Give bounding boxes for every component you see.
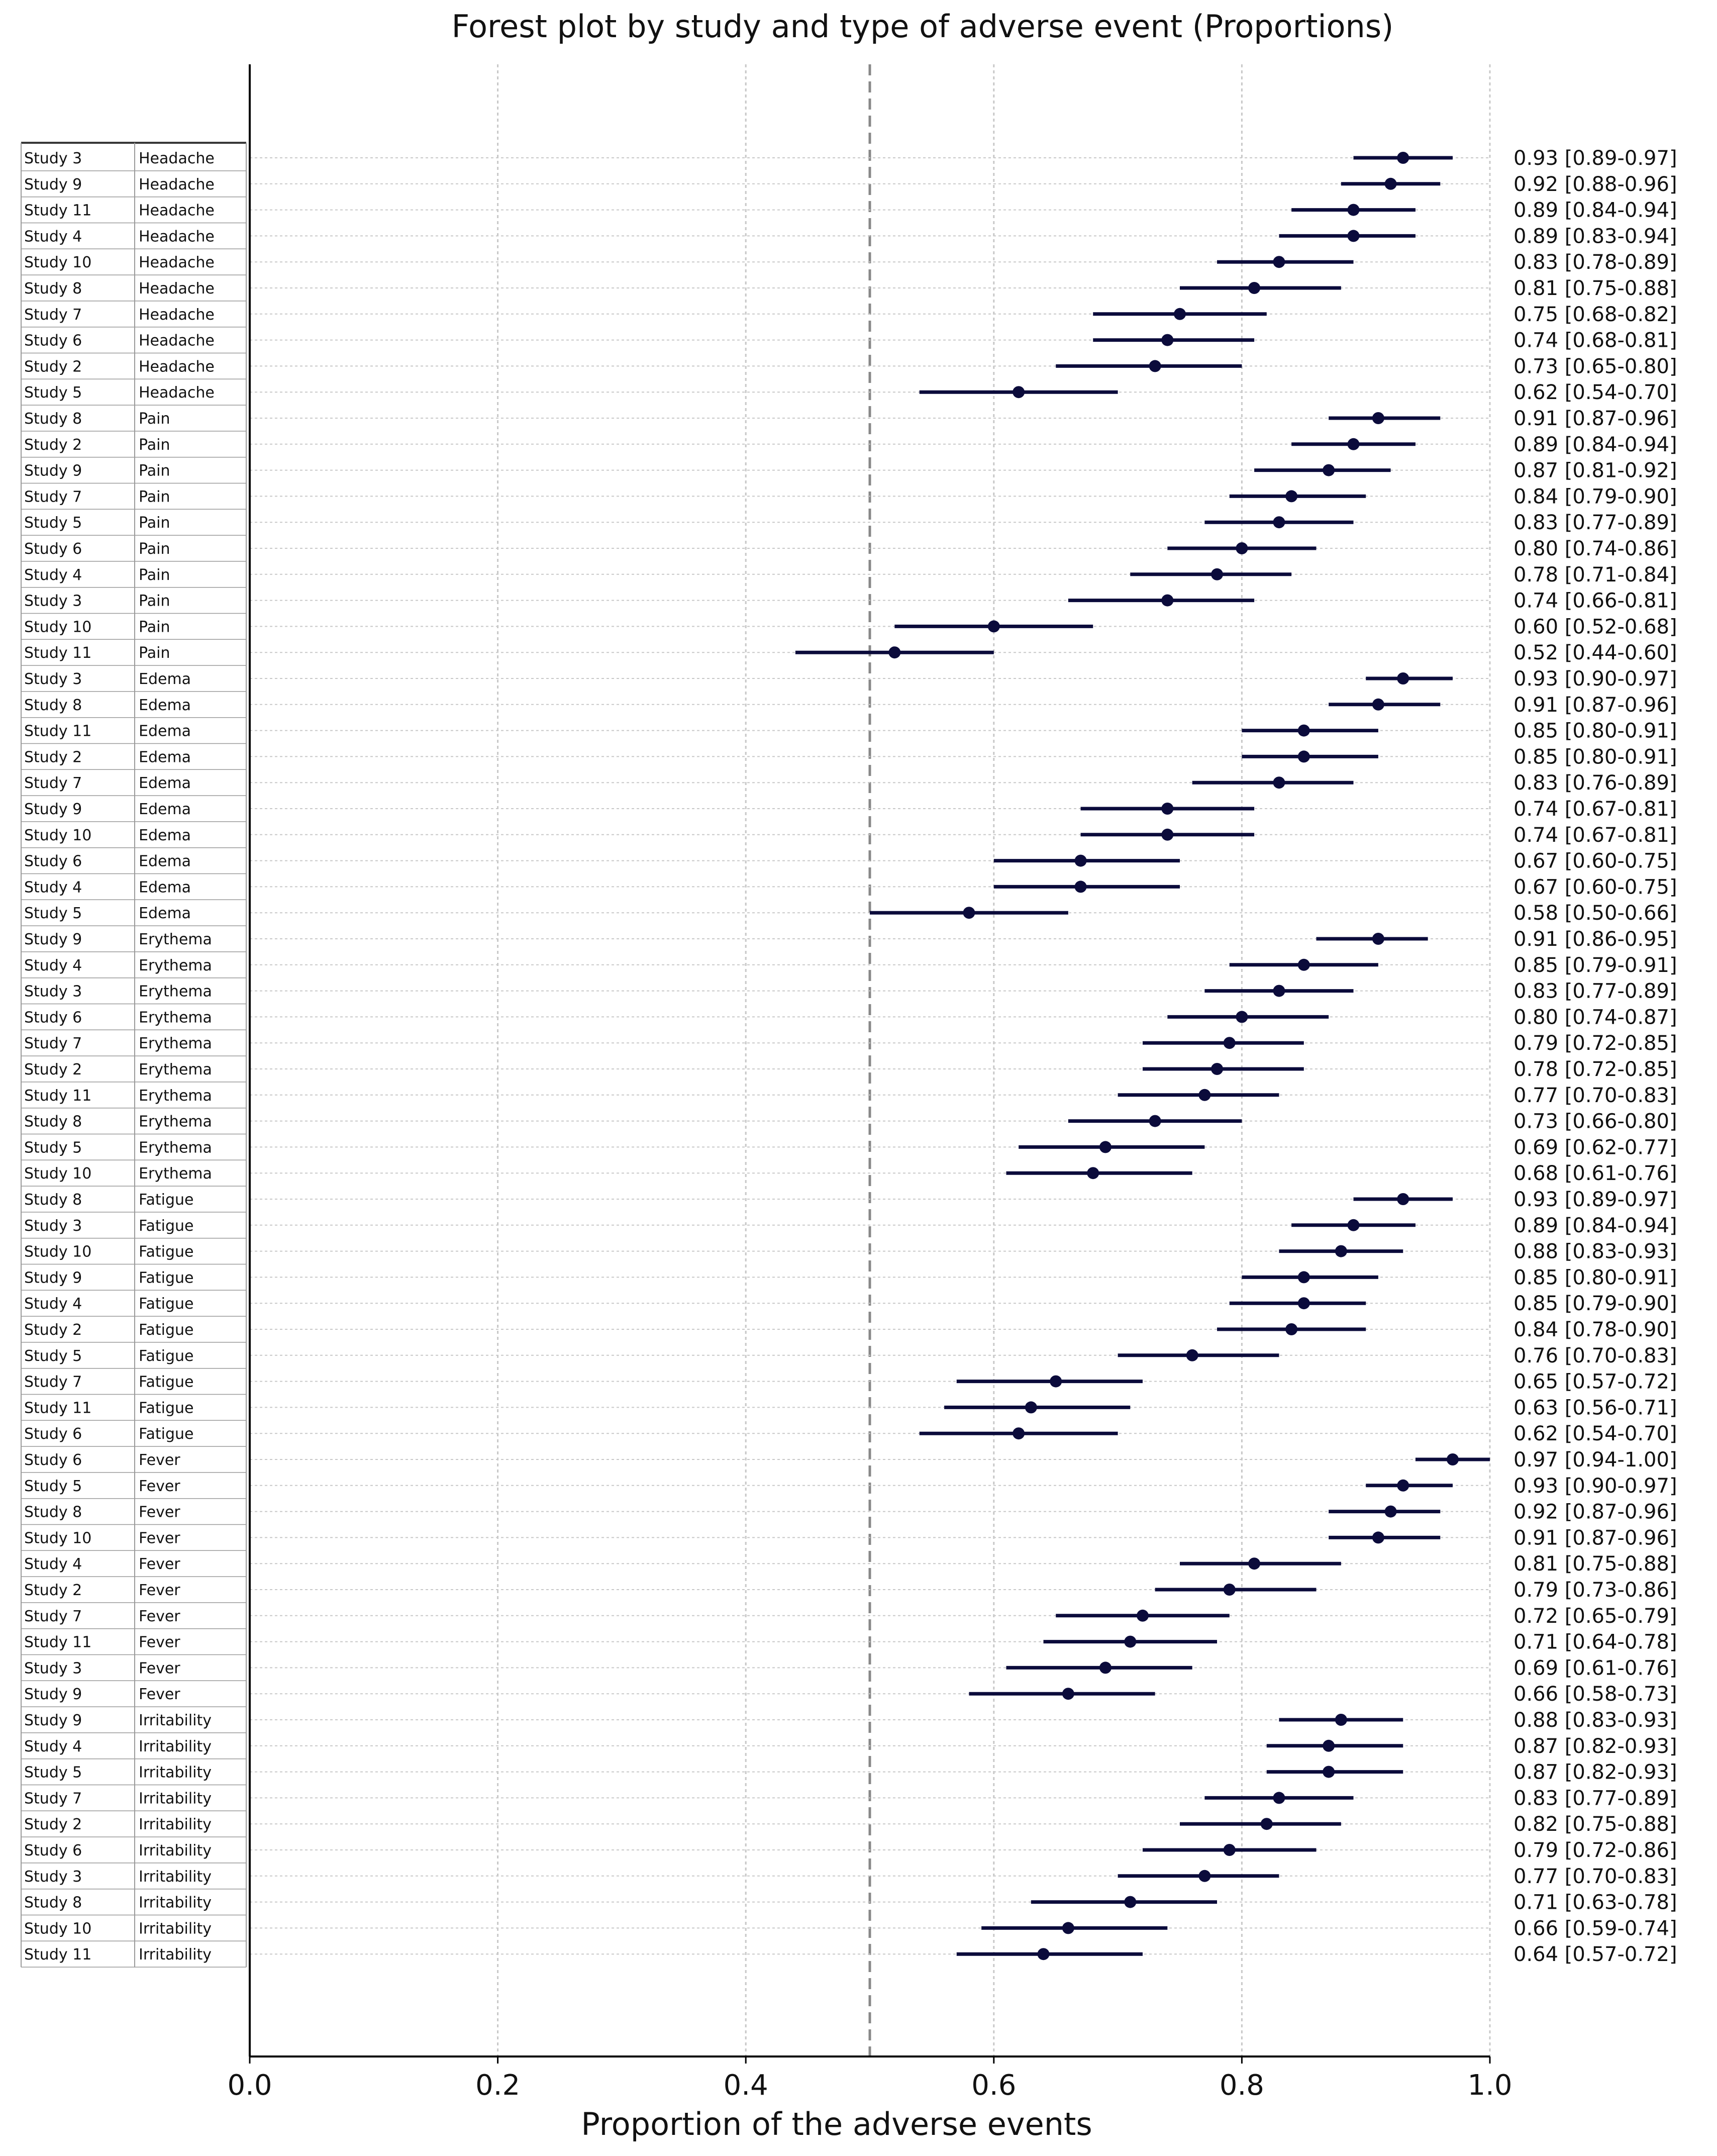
estimate-label: 0.83 [0.77-0.89]: [1513, 511, 1677, 535]
estimate-label: 0.91 [0.87-0.96]: [1513, 407, 1677, 430]
row-study-label: Study 11: [24, 1399, 92, 1417]
estimate-label: 0.93 [0.89-0.97]: [1513, 147, 1677, 170]
point-estimate: [1348, 1219, 1360, 1231]
row-study-label: Study 5: [24, 1139, 82, 1157]
row-study-label: Study 6: [24, 1425, 82, 1443]
row-study-label: Study 10: [24, 826, 92, 844]
row-event-label: Fatigue: [139, 1295, 194, 1313]
row-event-label: Irritability: [139, 1920, 212, 1938]
x-axis-title: Proportion of the adverse events: [581, 2106, 1092, 2142]
row-study-label: Study 7: [24, 774, 82, 793]
estimate-label: 0.89 [0.83-0.94]: [1513, 225, 1677, 248]
point-estimate: [963, 907, 975, 919]
estimate-label: 0.81 [0.75-0.88]: [1513, 277, 1677, 300]
row-event-label: Pain: [139, 618, 170, 636]
estimate-label: 0.87 [0.81-0.92]: [1513, 459, 1677, 482]
row-event-label: Fatigue: [139, 1269, 194, 1287]
row-event-label: Irritability: [139, 1816, 212, 1834]
row-event-label: Fever: [139, 1659, 180, 1678]
row-event-label: Pain: [139, 488, 170, 506]
estimate-label: 0.67 [0.60-0.75]: [1513, 875, 1677, 899]
row-study-label: Study 4: [24, 1737, 82, 1755]
row-study-label: Study 3: [24, 150, 82, 167]
estimate-label: 0.60 [0.52-0.68]: [1513, 615, 1677, 639]
row-study-label: Study 8: [24, 1503, 82, 1521]
row-event-label: Irritability: [139, 1842, 212, 1859]
row-event-label: Edema: [139, 748, 191, 766]
row-event-label: Headache: [139, 175, 215, 193]
row-event-label: Headache: [139, 150, 215, 167]
row-study-label: Study 2: [24, 1061, 82, 1079]
row-study-label: Study 4: [24, 1555, 82, 1574]
row-study-label: Study 7: [24, 1035, 82, 1053]
row-study-label: Study 10: [24, 618, 92, 636]
row-event-label: Fever: [139, 1451, 180, 1469]
point-estimate: [1447, 1453, 1459, 1465]
estimate-label: 0.88 [0.83-0.93]: [1513, 1709, 1677, 1732]
row-study-label: Study 8: [24, 410, 82, 428]
point-estimate: [1372, 699, 1384, 711]
row-event-label: Pain: [139, 540, 170, 558]
row-event-label: Headache: [139, 306, 215, 324]
estimate-label: 0.66 [0.58-0.73]: [1513, 1683, 1677, 1706]
estimate-label: 0.62 [0.54-0.70]: [1513, 381, 1677, 405]
estimate-label: 0.63 [0.56-0.71]: [1513, 1396, 1677, 1420]
estimate-label: 0.74 [0.67-0.81]: [1513, 823, 1677, 847]
row-event-label: Edema: [139, 722, 191, 740]
estimate-label: 0.74 [0.68-0.81]: [1513, 329, 1677, 352]
row-study-label: Study 3: [24, 983, 82, 1001]
row-study-label: Study 4: [24, 566, 82, 584]
point-estimate: [1298, 959, 1310, 971]
row-event-label: Fatigue: [139, 1243, 194, 1261]
point-estimate: [1397, 1193, 1409, 1205]
row-study-label: Study 7: [24, 488, 82, 506]
row-study-label: Study 7: [24, 1790, 82, 1808]
x-tick-label: 0.8: [1219, 2069, 1264, 2102]
estimate-label: 0.85 [0.79-0.90]: [1513, 1292, 1677, 1316]
estimate-label: 0.93 [0.90-0.97]: [1513, 667, 1677, 691]
point-estimate: [1323, 1766, 1335, 1778]
estimate-label: 0.66 [0.59-0.74]: [1513, 1917, 1677, 1940]
estimate-label: 0.73 [0.65-0.80]: [1513, 355, 1677, 378]
row-event-label: Erythema: [139, 931, 212, 948]
row-event-label: Headache: [139, 228, 215, 246]
estimate-label: 0.74 [0.67-0.81]: [1513, 798, 1677, 821]
point-estimate: [1385, 178, 1397, 190]
estimate-label: 0.85 [0.80-0.91]: [1513, 719, 1677, 743]
point-estimate: [1186, 1349, 1198, 1361]
estimate-label: 0.74 [0.66-0.81]: [1513, 589, 1677, 613]
estimate-label: 0.77 [0.70-0.83]: [1513, 1865, 1677, 1888]
point-estimate: [1075, 855, 1087, 867]
estimate-label: 0.91 [0.87-0.96]: [1513, 693, 1677, 717]
row-event-label: Irritability: [139, 1894, 212, 1912]
row-event-label: Erythema: [139, 1035, 212, 1053]
point-estimate: [1198, 1089, 1210, 1101]
row-event-label: Irritability: [139, 1737, 212, 1755]
row-study-label: Study 10: [24, 1165, 92, 1183]
row-event-label: Fatigue: [139, 1347, 194, 1365]
row-study-label: Study 9: [24, 462, 82, 480]
row-event-label: Erythema: [139, 1087, 212, 1105]
row-event-label: Headache: [139, 358, 215, 376]
point-estimate: [1236, 542, 1248, 554]
point-estimate: [1211, 1063, 1223, 1075]
x-tick-label: 0.6: [971, 2069, 1017, 2102]
row-event-label: Fever: [139, 1686, 180, 1704]
estimate-label: 0.81 [0.75-0.88]: [1513, 1552, 1677, 1576]
row-event-label: Fatigue: [139, 1321, 194, 1339]
estimate-label: 0.69 [0.61-0.76]: [1513, 1656, 1677, 1680]
row-study-label: Study 8: [24, 1894, 82, 1912]
grid-layer: [250, 64, 1490, 2056]
row-event-label: Edema: [139, 801, 191, 818]
point-estimate: [1224, 1037, 1236, 1049]
point-estimate: [1174, 308, 1186, 320]
point-estimate: [1013, 1427, 1025, 1439]
point-estimate: [1372, 933, 1384, 945]
point-estimate: [1099, 1661, 1112, 1674]
point-estimate: [1025, 1401, 1037, 1413]
row-event-label: Fever: [139, 1633, 180, 1651]
point-estimate: [1124, 1636, 1136, 1648]
point-estimate: [888, 646, 900, 658]
row-event-label: Pain: [139, 514, 170, 532]
row-event-label: Edema: [139, 852, 191, 870]
row-study-label: Study 11: [24, 202, 92, 220]
chart-title: Forest plot by study and type of adverse event (Proportions): [451, 8, 1394, 45]
row-study-label: Study 3: [24, 1659, 82, 1678]
estimate-label: 0.97 [0.94-1.00]: [1513, 1448, 1677, 1472]
row-event-label: Headache: [139, 202, 215, 220]
row-study-label: Study 6: [24, 852, 82, 870]
row-study-label: Study 9: [24, 1686, 82, 1704]
estimate-label: 0.72 [0.65-0.79]: [1513, 1604, 1677, 1628]
row-study-label: Study 3: [24, 1217, 82, 1235]
row-event-label: Headache: [139, 280, 215, 298]
row-study-label: Study 3: [24, 1868, 82, 1886]
row-event-label: Erythema: [139, 1139, 212, 1157]
point-estimate: [1298, 1271, 1310, 1283]
point-estimate: [1348, 204, 1360, 216]
point-estimate: [1385, 1506, 1397, 1518]
point-estimate: [1075, 880, 1087, 893]
point-estimate: [1285, 490, 1297, 502]
row-study-label: Study 3: [24, 670, 82, 688]
point-estimate: [1013, 386, 1025, 398]
estimate-label: 0.87 [0.82-0.93]: [1513, 1760, 1677, 1784]
row-study-label: Study 11: [24, 722, 92, 740]
point-estimate: [1397, 672, 1409, 684]
estimate-label: 0.92 [0.87-0.96]: [1513, 1500, 1677, 1524]
point-estimate: [1211, 568, 1223, 580]
row-study-label: Study 2: [24, 358, 82, 376]
estimate-label: 0.75 [0.68-0.82]: [1513, 303, 1677, 326]
point-estimate: [1161, 803, 1173, 815]
row-study-label: Study 5: [24, 384, 82, 402]
estimate-label: 0.88 [0.83-0.93]: [1513, 1240, 1677, 1263]
row-event-label: Edema: [139, 826, 191, 844]
row-study-label: Study 4: [24, 228, 82, 246]
row-event-label: Pain: [139, 436, 170, 454]
row-event-label: Erythema: [139, 956, 212, 974]
row-event-label: Fever: [139, 1503, 180, 1521]
point-estimate: [1248, 1557, 1260, 1570]
row-study-label: Study 9: [24, 175, 82, 193]
row-study-label: Study 6: [24, 332, 82, 350]
estimate-label: 0.76 [0.70-0.83]: [1513, 1344, 1677, 1367]
point-estimate: [1273, 516, 1285, 528]
estimate-label: 0.71 [0.63-0.78]: [1513, 1891, 1677, 1914]
row-study-label: Study 5: [24, 905, 82, 923]
estimate-label: 0.62 [0.54-0.70]: [1513, 1422, 1677, 1446]
row-study-label: Study 11: [24, 1633, 92, 1651]
point-estimate: [1224, 1844, 1236, 1856]
point-estimate: [1298, 725, 1310, 737]
row-study-label: Study 7: [24, 1373, 82, 1391]
row-event-label: Fatigue: [139, 1217, 194, 1235]
row-study-label: Study 3: [24, 592, 82, 610]
estimate-label: 0.79 [0.73-0.86]: [1513, 1579, 1677, 1602]
point-estimate: [1149, 360, 1161, 372]
row-event-label: Edema: [139, 878, 191, 897]
row-event-label: Pain: [139, 592, 170, 610]
estimate-label: 0.91 [0.87-0.96]: [1513, 1526, 1677, 1550]
row-study-label: Study 2: [24, 1816, 82, 1834]
row-study-label: Study 8: [24, 696, 82, 714]
x-tick-label: 1.0: [1467, 2069, 1512, 2102]
estimate-label: 0.84 [0.79-0.90]: [1513, 485, 1677, 509]
point-estimate: [1323, 1740, 1335, 1752]
row-study-label: Study 6: [24, 540, 82, 558]
estimate-label: 0.93 [0.90-0.97]: [1513, 1474, 1677, 1498]
point-estimate: [1038, 1948, 1050, 1960]
point-estimate: [988, 620, 1000, 632]
point-estimate: [1161, 595, 1173, 607]
row-event-label: Fatigue: [139, 1373, 194, 1391]
row-study-label: Study 5: [24, 1477, 82, 1495]
point-estimate: [1224, 1584, 1236, 1596]
estimate-label: 0.64 [0.57-0.72]: [1513, 1943, 1677, 1967]
estimate-label: 0.89 [0.84-0.94]: [1513, 199, 1677, 222]
row-study-label: Study 10: [24, 1529, 92, 1547]
row-event-label: Fatigue: [139, 1425, 194, 1443]
point-estimate: [1273, 776, 1285, 789]
row-event-label: Headache: [139, 254, 215, 272]
row-event-label: Pain: [139, 644, 170, 662]
label-table: [21, 143, 246, 1967]
row-study-label: Study 6: [24, 1451, 82, 1469]
row-event-label: Edema: [139, 696, 191, 714]
row-study-label: Study 7: [24, 1607, 82, 1625]
estimate-label: 0.69 [0.62-0.77]: [1513, 1136, 1677, 1159]
point-estimate: [1198, 1870, 1210, 1882]
row-event-label: Fever: [139, 1529, 180, 1547]
estimate-label: 0.93 [0.89-0.97]: [1513, 1188, 1677, 1211]
row-study-label: Study 4: [24, 878, 82, 897]
row-event-label: Erythema: [139, 983, 212, 1001]
estimate-label: 0.83 [0.77-0.89]: [1513, 979, 1677, 1003]
estimate-label: 0.77 [0.70-0.83]: [1513, 1084, 1677, 1107]
row-event-label: Irritability: [139, 1763, 212, 1782]
row-study-label: Study 8: [24, 1113, 82, 1131]
row-study-label: Study 2: [24, 1582, 82, 1599]
point-estimate: [1335, 1714, 1347, 1726]
row-event-label: Fever: [139, 1607, 180, 1625]
point-estimate: [1285, 1323, 1297, 1335]
row-event-label: Irritability: [139, 1790, 212, 1808]
estimate-label: 0.71 [0.64-0.78]: [1513, 1630, 1677, 1654]
row-study-label: Study 9: [24, 1269, 82, 1287]
row-study-label: Study 6: [24, 1842, 82, 1859]
row-study-label: Study 4: [24, 1295, 82, 1313]
point-estimate: [1348, 230, 1360, 242]
estimate-label: 0.73 [0.66-0.80]: [1513, 1110, 1677, 1133]
estimate-label: 0.82 [0.75-0.88]: [1513, 1813, 1677, 1836]
point-estimate: [1397, 1480, 1409, 1492]
point-estimate: [1248, 282, 1260, 294]
point-estimate: [1137, 1610, 1149, 1622]
estimate-label: 0.79 [0.72-0.85]: [1513, 1032, 1677, 1055]
row-study-label: Study 2: [24, 748, 82, 766]
row-event-label: Edema: [139, 670, 191, 688]
estimate-label: 0.87 [0.82-0.93]: [1513, 1734, 1677, 1758]
estimate-label: 0.80 [0.74-0.87]: [1513, 1006, 1677, 1029]
estimate-label: 0.89 [0.84-0.94]: [1513, 1214, 1677, 1237]
estimate-label: 0.85 [0.79-0.91]: [1513, 953, 1677, 977]
row-event-label: Erythema: [139, 1113, 212, 1131]
row-event-label: Fatigue: [139, 1191, 194, 1209]
estimate-label: 0.68 [0.61-0.76]: [1513, 1162, 1677, 1186]
point-estimate: [1273, 985, 1285, 997]
point-estimate: [1323, 464, 1335, 476]
row-study-label: Study 11: [24, 1946, 92, 1964]
row-event-label: Pain: [139, 462, 170, 480]
estimate-label: 0.91 [0.86-0.95]: [1513, 928, 1677, 951]
row-study-label: Study 6: [24, 1009, 82, 1027]
row-study-label: Study 2: [24, 436, 82, 454]
row-study-label: Study 11: [24, 644, 92, 662]
point-estimate: [1335, 1245, 1347, 1257]
point-estimate: [1298, 750, 1310, 762]
row-event-label: Pain: [139, 566, 170, 584]
estimate-label: 0.83 [0.77-0.89]: [1513, 1787, 1677, 1810]
row-study-label: Study 2: [24, 1321, 82, 1339]
point-estimate: [1261, 1818, 1273, 1830]
row-event-label: Edema: [139, 905, 191, 923]
point-estimate: [1087, 1167, 1099, 1179]
estimate-label: 0.78 [0.72-0.85]: [1513, 1058, 1677, 1081]
estimate-label: 0.58 [0.50-0.66]: [1513, 902, 1677, 925]
row-study-label: Study 10: [24, 1920, 92, 1938]
row-event-label: Irritability: [139, 1868, 212, 1886]
row-study-label: Study 8: [24, 280, 82, 298]
point-estimate: [1298, 1297, 1310, 1309]
point-estimate: [1273, 256, 1285, 268]
row-study-label: Study 9: [24, 801, 82, 818]
row-event-label: Erythema: [139, 1009, 212, 1027]
point-estimate: [1161, 334, 1173, 346]
point-estimate: [1372, 1531, 1384, 1543]
point-estimate: [1161, 829, 1173, 841]
row-event-label: Erythema: [139, 1061, 212, 1079]
row-event-label: Headache: [139, 332, 215, 350]
estimate-label: 0.85 [0.80-0.91]: [1513, 1266, 1677, 1290]
row-study-label: Study 8: [24, 1191, 82, 1209]
point-estimate: [1348, 438, 1360, 450]
estimate-label: 0.67 [0.60-0.75]: [1513, 849, 1677, 873]
row-event-label: Fever: [139, 1477, 180, 1495]
point-estimate: [1372, 412, 1384, 424]
point-estimate: [1062, 1922, 1074, 1934]
row-study-label: Study 11: [24, 1087, 92, 1105]
row-event-label: Pain: [139, 410, 170, 428]
row-study-label: Study 10: [24, 254, 92, 272]
row-study-label: Study 5: [24, 1347, 82, 1365]
estimate-label: 0.92 [0.88-0.96]: [1513, 172, 1677, 196]
marks-layer: [795, 147, 1677, 1966]
estimate-label: 0.89 [0.84-0.94]: [1513, 433, 1677, 456]
estimate-label: 0.79 [0.72-0.86]: [1513, 1839, 1677, 1862]
estimate-label: 0.83 [0.76-0.89]: [1513, 771, 1677, 795]
estimate-label: 0.65 [0.57-0.72]: [1513, 1370, 1677, 1394]
estimate-label: 0.84 [0.78-0.90]: [1513, 1318, 1677, 1341]
x-tick-label: 0.2: [475, 2069, 521, 2102]
row-event-label: Fever: [139, 1555, 180, 1574]
row-study-label: Study 4: [24, 956, 82, 974]
row-event-label: Edema: [139, 774, 191, 793]
row-event-label: Erythema: [139, 1165, 212, 1183]
row-study-label: Study 9: [24, 931, 82, 948]
estimate-label: 0.85 [0.80-0.91]: [1513, 745, 1677, 769]
row-study-label: Study 9: [24, 1712, 82, 1729]
estimate-label: 0.80 [0.74-0.86]: [1513, 537, 1677, 560]
point-estimate: [1062, 1688, 1074, 1700]
row-event-label: Irritability: [139, 1712, 212, 1729]
point-estimate: [1050, 1376, 1062, 1388]
point-estimate: [1397, 152, 1409, 164]
estimate-label: 0.52 [0.44-0.60]: [1513, 641, 1677, 665]
point-estimate: [1236, 1011, 1248, 1023]
row-study-label: Study 7: [24, 306, 82, 324]
row-study-label: Study 5: [24, 1763, 82, 1782]
row-study-label: Study 10: [24, 1243, 92, 1261]
row-study-label: Study 5: [24, 514, 82, 532]
estimate-label: 0.78 [0.71-0.84]: [1513, 563, 1677, 586]
x-tick-label: 0.4: [723, 2069, 768, 2102]
estimate-label: 0.83 [0.78-0.89]: [1513, 251, 1677, 274]
point-estimate: [1124, 1896, 1136, 1908]
row-event-label: Fever: [139, 1582, 180, 1599]
row-event-label: Irritability: [139, 1946, 212, 1964]
row-event-label: Fatigue: [139, 1399, 194, 1417]
row-event-label: Headache: [139, 384, 215, 402]
point-estimate: [1149, 1115, 1161, 1127]
x-tick-label: 0.0: [227, 2069, 272, 2102]
point-estimate: [1099, 1141, 1112, 1153]
point-estimate: [1273, 1792, 1285, 1804]
